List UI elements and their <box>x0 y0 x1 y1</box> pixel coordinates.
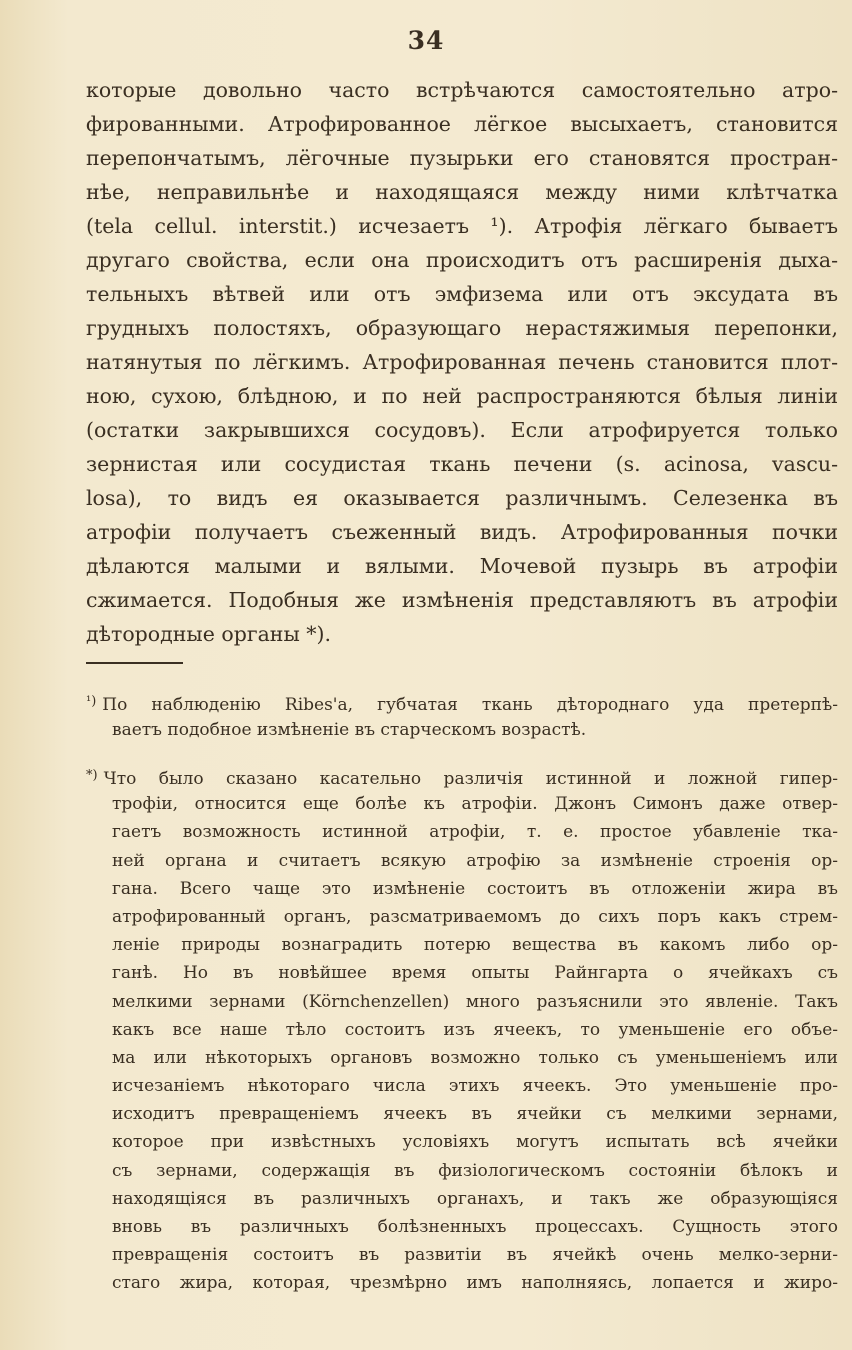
body-line: которые довольно часто встрѣчаются самостоятельно атро- <box>86 78 838 102</box>
footnote-marker: ¹) <box>86 694 97 709</box>
footnote-line: которое при извѣстныхъ условіяхъ могутъ испытать всѣ ячейки <box>112 1132 838 1153</box>
footnote-line: трофіи, относится еще болѣе къ атрофіи. Джонъ Симонъ даже отвер- <box>112 794 838 815</box>
footnote-line: ганѣ. Но въ новѣйшее время опыты Райнгарта о ячейкахъ съ <box>112 963 838 984</box>
footnote-line: мелкими зернами (Körnchenzellen) много разъяснили это явленіе. Такъ <box>112 991 838 1012</box>
footnote-line: гаетъ возможность истинной атрофіи, т. е. простое убавленіе тка- <box>112 822 838 843</box>
body-line: атрофіи получаетъ съеженный видъ. Атрофированныя почки <box>86 520 838 544</box>
body-line: нѣе, неправильнѣе и находящаяся между ними клѣтчатка <box>86 180 838 204</box>
body-line: ною, сухою, блѣдною, и по ней распространяются бѣлыя линіи <box>86 384 838 408</box>
body-line: тельныхъ вѣтвей или отъ эмфизема или отъ эксудата въ <box>86 282 838 306</box>
body-line: дѣлаются малыми и вялыми. Мочевой пузырь въ атрофіи <box>86 554 838 578</box>
body-line: дѣтородные органы *). <box>86 622 332 646</box>
footnote-line: атрофированный органъ, разсматриваемомъ до сихъ поръ какъ стрем- <box>112 906 838 927</box>
body-line: грудныхъ полостяхъ, образующаго нерастяжимыя перепонки, <box>86 316 838 340</box>
body-line: losa), то видъ ея оказывается различнымъ. Селезенка въ <box>86 486 838 510</box>
footnote-line: исходитъ превращеніемъ ячеекъ въ ячейки съ мелкими зернами, <box>112 1104 838 1125</box>
body-line: сжимается. Подобныя же измѣненія представляютъ въ атрофіи <box>86 588 838 612</box>
footnote-line: ней органа и считаетъ всякую атрофію за измѣненіе строенія ор- <box>112 850 838 871</box>
body-line: фированными. Атрофированное лёгкое высыхаетъ, становится <box>86 112 838 136</box>
footnote-line: вновь въ различныхъ болѣзненныхъ процессахъ. Сущность этого <box>112 1217 838 1237</box>
footnote-line: Что было сказано касательно различія истинной и ложной гипер- <box>103 769 838 789</box>
body-line: натянутыя по лёгкимъ. Атрофированная печень становится плот- <box>86 350 838 374</box>
footnote-line: исчезаніемъ нѣкотораго числа этихъ ячеекъ. Это уменьшеніе про- <box>112 1076 838 1097</box>
footnote-1 <box>86 688 838 744</box>
footnote-marker: *) <box>86 768 98 783</box>
body-line: другаго свойства, если она происходитъ отъ расширенія дыха- <box>86 248 838 272</box>
body-line: перепончатымъ, лёгочные пузырьки его становятся простран- <box>86 146 838 170</box>
page-number: 34 <box>407 26 445 55</box>
footnote-line: гана. Всего чаще это измѣненіе состоитъ въ отложеніи жира въ <box>112 878 838 899</box>
footnote-line: превращенія состоитъ въ развитіи въ ячейкѣ очень мелко-зерни- <box>112 1245 838 1266</box>
footnote-2 <box>86 762 838 1298</box>
body-line: (остатки закрывшихся сосудовъ). Если атрофируется только <box>86 418 838 442</box>
body-text <box>86 73 838 651</box>
footnote-line: ма или нѣкоторыхъ органовъ возможно только съ уменьшеніемъ или <box>112 1047 838 1068</box>
footnote-line: леніе природы вознаградить потерю вещества въ какомъ либо ор- <box>112 935 838 956</box>
footnote-line: съ зернами, содержащія въ физіологическомъ состояніи бѣлокъ и <box>112 1160 838 1181</box>
footnote-line: ваетъ подобное измѣненіе въ старческомъ возрастѣ. <box>112 720 587 741</box>
footnote-divider <box>86 662 183 664</box>
footnote-line: По наблюденію Ribes'a, губчатая ткань дѣтороднаго уда претерпѣ- <box>102 695 838 715</box>
body-line: зернистая или сосудистая ткань печени (s. acinosa, vascu- <box>86 452 838 476</box>
footnote-line: стаго жира, которая, чрезмѣрно имъ наполняясь, лопается и жиро- <box>112 1273 838 1294</box>
footnote-line: находящіяся въ различныхъ органахъ, и такъ же образующіяся <box>112 1188 838 1209</box>
body-line: (tela cellul. interstit.) исчезаетъ ¹). Атрофія лёгкаго бываетъ <box>86 214 838 238</box>
footnote-line: какъ все наше тѣло состоитъ изъ ячеекъ, то уменьшеніе его объе- <box>112 1019 838 1040</box>
